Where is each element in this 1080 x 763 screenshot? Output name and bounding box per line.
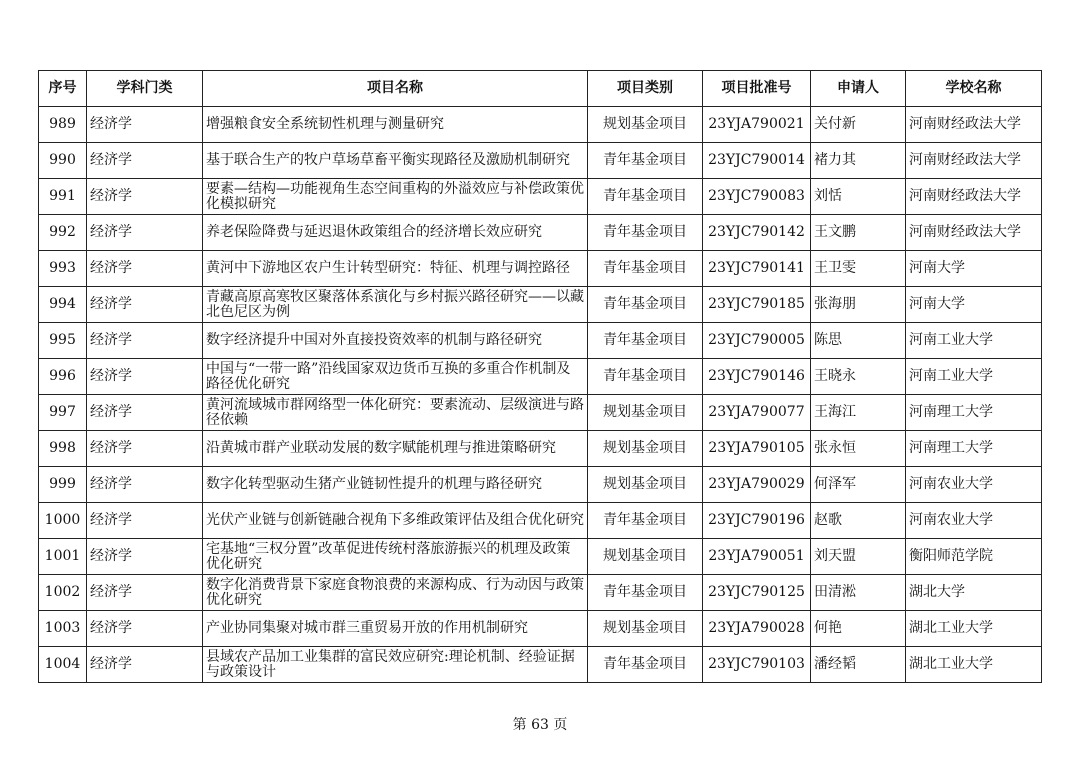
cell-no: 994 [39, 287, 87, 323]
cell-category: 规划基金项目 [588, 467, 703, 503]
cell-approval: 23YJA790105 [703, 431, 811, 467]
page-number: 第 63 页 [512, 717, 568, 733]
cell-discipline: 经济学 [87, 215, 203, 251]
table-row [39, 287, 1042, 323]
table-row [39, 323, 1042, 359]
cell-category: 青年基金项目 [588, 647, 703, 683]
table-row [39, 503, 1042, 539]
cell-category: 青年基金项目 [588, 179, 703, 215]
cell-category: 规划基金项目 [588, 539, 703, 575]
cell-no: 998 [39, 431, 87, 467]
cell-title: 光伏产业链与创新链融合视角下多维政策评估及组合优化研究 [203, 503, 588, 539]
cell-category: 规划基金项目 [588, 611, 703, 647]
cell-category: 青年基金项目 [588, 143, 703, 179]
cell-applicant: 陈思 [811, 323, 906, 359]
cell-approval: 23YJC790103 [703, 647, 811, 683]
cell-discipline: 经济学 [87, 179, 203, 215]
cell-approval: 23YJA790028 [703, 611, 811, 647]
cell-discipline: 经济学 [87, 575, 203, 611]
cell-title: 中国与“一带一路”沿线国家双边货币互换的多重合作机制及路径优化研究 [203, 359, 588, 395]
cell-applicant: 王卫雯 [811, 251, 906, 287]
cell-title: 宅基地“三权分置”改革促进传统村落旅游振兴的机理及政策优化研究 [203, 539, 588, 575]
table-row [39, 179, 1042, 215]
cell-applicant: 何泽军 [811, 467, 906, 503]
cell-no: 993 [39, 251, 87, 287]
cell-applicant: 田清淞 [811, 575, 906, 611]
cell-applicant: 王海江 [811, 395, 906, 431]
cell-school: 河南财经政法大学 [906, 107, 1042, 143]
cell-no: 1001 [39, 539, 87, 575]
cell-title: 数字化转型驱动生猪产业链韧性提升的机理与路径研究 [203, 467, 588, 503]
cell-no: 989 [39, 107, 87, 143]
cell-title: 数字化消费背景下家庭食物浪费的来源构成、行为动因与政策优化研究 [203, 575, 588, 611]
cell-school: 河南理工大学 [906, 395, 1042, 431]
table-row [39, 467, 1042, 503]
cell-category: 规划基金项目 [588, 431, 703, 467]
table-row [39, 647, 1042, 683]
cell-approval: 23YJA790077 [703, 395, 811, 431]
cell-discipline: 经济学 [87, 539, 203, 575]
cell-applicant: 何艳 [811, 611, 906, 647]
cell-school: 河南财经政法大学 [906, 179, 1042, 215]
cell-discipline: 经济学 [87, 431, 203, 467]
cell-approval: 23YJC790014 [703, 143, 811, 179]
cell-school: 湖北工业大学 [906, 611, 1042, 647]
cell-no: 1002 [39, 575, 87, 611]
cell-applicant: 王晓永 [811, 359, 906, 395]
cell-applicant: 王文鹏 [811, 215, 906, 251]
header-school: 学校名称 [906, 71, 1042, 107]
cell-no: 1000 [39, 503, 87, 539]
table-row [39, 359, 1042, 395]
cell-no: 1004 [39, 647, 87, 683]
header-applicant: 申请人 [811, 71, 906, 107]
cell-school: 湖北工业大学 [906, 647, 1042, 683]
cell-discipline: 经济学 [87, 251, 203, 287]
cell-approval: 23YJC790005 [703, 323, 811, 359]
cell-title: 数字经济提升中国对外直接投资效率的机制与路径研究 [203, 323, 588, 359]
cell-school: 河南农业大学 [906, 467, 1042, 503]
grant-table [38, 70, 1042, 683]
cell-title: 增强粮食安全系统韧性机理与测量研究 [203, 107, 588, 143]
cell-approval: 23YJC790125 [703, 575, 811, 611]
cell-approval: 23YJC790196 [703, 503, 811, 539]
cell-discipline: 经济学 [87, 107, 203, 143]
cell-approval: 23YJA790051 [703, 539, 811, 575]
cell-applicant: 张海朋 [811, 287, 906, 323]
cell-no: 996 [39, 359, 87, 395]
cell-no: 990 [39, 143, 87, 179]
cell-discipline: 经济学 [87, 611, 203, 647]
cell-discipline: 经济学 [87, 467, 203, 503]
header-no: 序号 [39, 71, 87, 107]
header-title: 项目名称 [203, 71, 588, 107]
cell-title: 养老保险降费与延迟退休政策组合的经济增长效应研究 [203, 215, 588, 251]
cell-approval: 23YJA790029 [703, 467, 811, 503]
table-row [39, 539, 1042, 575]
header-category: 项目类别 [588, 71, 703, 107]
cell-title: 县域农产品加工业集群的富民效应研究:理论机制、经验证据与政策设计 [203, 647, 588, 683]
table-row [39, 395, 1042, 431]
cell-title: 基于联合生产的牧户草场草畜平衡实现路径及激励机制研究 [203, 143, 588, 179]
cell-no: 999 [39, 467, 87, 503]
cell-no: 991 [39, 179, 87, 215]
cell-approval: 23YJC790146 [703, 359, 811, 395]
cell-school: 河南工业大学 [906, 323, 1042, 359]
cell-discipline: 经济学 [87, 647, 203, 683]
cell-discipline: 经济学 [87, 359, 203, 395]
cell-discipline: 经济学 [87, 143, 203, 179]
cell-title: 要素—结构—功能视角生态空间重构的外溢效应与补偿政策优化模拟研究 [203, 179, 588, 215]
cell-discipline: 经济学 [87, 395, 203, 431]
cell-category: 青年基金项目 [588, 215, 703, 251]
table-header-row [39, 71, 1042, 107]
cell-no: 997 [39, 395, 87, 431]
header-discipline: 学科门类 [87, 71, 203, 107]
cell-title: 黄河中下游地区农户生计转型研究：特征、机理与调控路径 [203, 251, 588, 287]
cell-category: 规划基金项目 [588, 395, 703, 431]
cell-approval: 23YJC790141 [703, 251, 811, 287]
cell-category: 规划基金项目 [588, 107, 703, 143]
cell-school: 河南财经政法大学 [906, 215, 1042, 251]
cell-discipline: 经济学 [87, 287, 203, 323]
cell-no: 1003 [39, 611, 87, 647]
cell-school: 河南理工大学 [906, 431, 1042, 467]
cell-school: 河南大学 [906, 287, 1042, 323]
cell-title: 黄河流域城市群网络型一体化研究：要素流动、层级演进与路径依赖 [203, 395, 588, 431]
cell-discipline: 经济学 [87, 323, 203, 359]
header-approval: 项目批准号 [703, 71, 811, 107]
cell-title: 产业协同集聚对城市群三重贸易开放的作用机制研究 [203, 611, 588, 647]
cell-title: 沿黄城市群产业联动发展的数字赋能机理与推进策略研究 [203, 431, 588, 467]
cell-applicant: 刘恬 [811, 179, 906, 215]
cell-school: 湖北大学 [906, 575, 1042, 611]
cell-approval: 23YJA790021 [703, 107, 811, 143]
cell-title: 青藏高原高寒牧区聚落体系演化与乡村振兴路径研究——以藏北色尼区为例 [203, 287, 588, 323]
table-row [39, 107, 1042, 143]
cell-applicant: 关付新 [811, 107, 906, 143]
cell-approval: 23YJC790185 [703, 287, 811, 323]
cell-approval: 23YJC790083 [703, 179, 811, 215]
cell-no: 995 [39, 323, 87, 359]
cell-school: 河南大学 [906, 251, 1042, 287]
table-row [39, 431, 1042, 467]
cell-school: 河南财经政法大学 [906, 143, 1042, 179]
cell-school: 衡阳师范学院 [906, 539, 1042, 575]
cell-category: 青年基金项目 [588, 287, 703, 323]
cell-category: 青年基金项目 [588, 575, 703, 611]
table-row [39, 215, 1042, 251]
cell-school: 河南工业大学 [906, 359, 1042, 395]
cell-category: 青年基金项目 [588, 323, 703, 359]
table-row [39, 575, 1042, 611]
cell-applicant: 褚力其 [811, 143, 906, 179]
cell-category: 青年基金项目 [588, 251, 703, 287]
cell-applicant: 赵歌 [811, 503, 906, 539]
cell-discipline: 经济学 [87, 503, 203, 539]
table-row [39, 143, 1042, 179]
cell-category: 青年基金项目 [588, 503, 703, 539]
cell-applicant: 张永恒 [811, 431, 906, 467]
cell-applicant: 刘天盟 [811, 539, 906, 575]
cell-no: 992 [39, 215, 87, 251]
table-row [39, 251, 1042, 287]
cell-applicant: 潘经韬 [811, 647, 906, 683]
cell-category: 青年基金项目 [588, 359, 703, 395]
cell-approval: 23YJC790142 [703, 215, 811, 251]
table-row [39, 611, 1042, 647]
cell-school: 河南农业大学 [906, 503, 1042, 539]
